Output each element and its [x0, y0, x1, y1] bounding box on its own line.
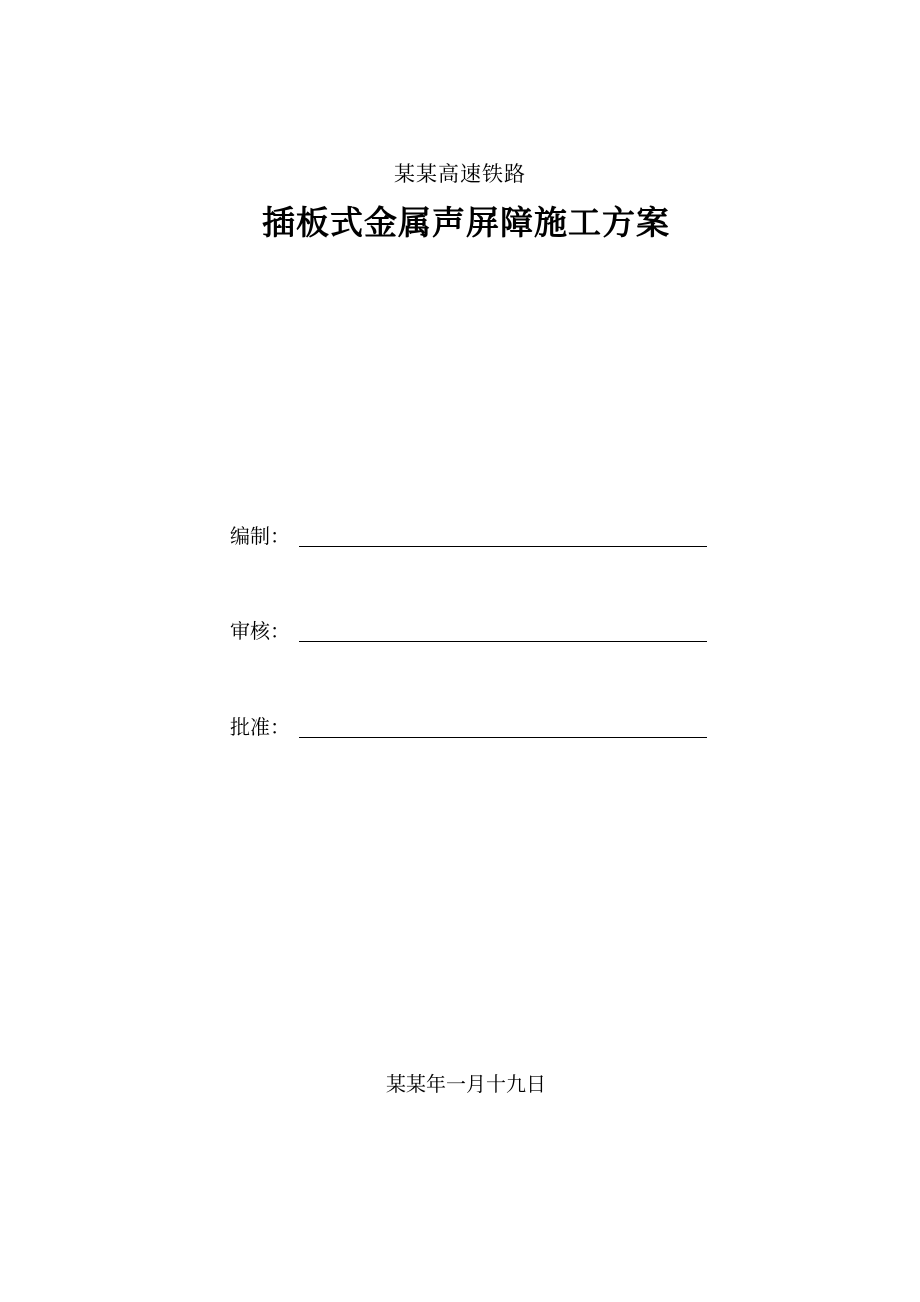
signature-line [299, 641, 707, 642]
signature-label: 批准： [230, 715, 290, 739]
signature-label: 审核： [230, 619, 290, 643]
signature-line [299, 737, 707, 738]
signature-row-compiled-by [230, 522, 710, 552]
signature-row-approved-by [230, 713, 710, 743]
signature-line [299, 546, 707, 547]
document-date: 某某年一月十九日 [386, 1072, 546, 1096]
signature-label: 编制： [230, 524, 290, 548]
signature-row-reviewed-by [230, 617, 710, 647]
document-title: 插板式金属声屏障施工方案 [262, 203, 670, 242]
organization-name: 某某高速铁路 [394, 162, 526, 186]
